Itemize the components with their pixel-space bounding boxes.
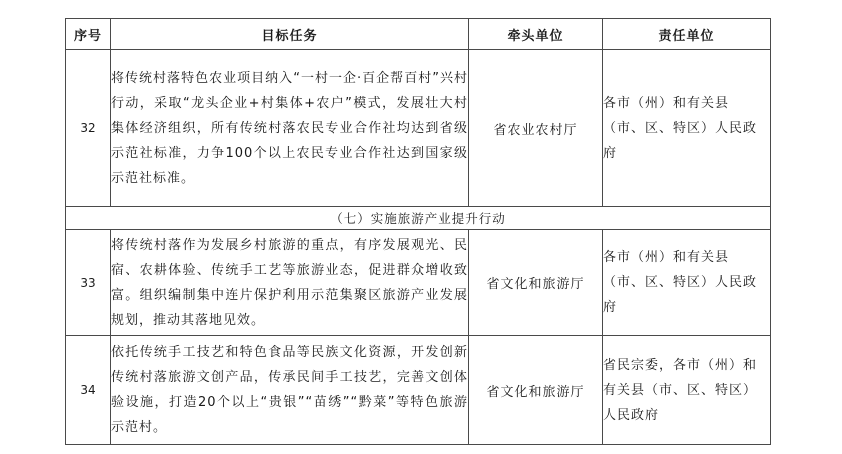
table-header-row	[66, 19, 771, 50]
row-task: 将传统村落特色农业项目纳入“一村一企·百企帮百村”兴村行动，采取“龙头企业+村集体+农户”模式，发展壮大村集体经济组织，所有传统村落农民专业合作社均达到省级示范社标准，力争100个以上农民专业合作社达到国家级示范社标准。	[111, 50, 469, 207]
row-lead-unit: 省文化和旅游厅	[469, 230, 603, 336]
row-responsible-unit: 各市（州）和有关县（市、区、特区）人民政府	[603, 50, 771, 207]
row-number: 33	[66, 230, 111, 336]
header-resp: 责任单位	[603, 19, 771, 50]
section-title: （七）实施旅游产业提升行动	[66, 207, 771, 230]
task-table	[65, 18, 771, 445]
row-lead-unit: 省农业农村厅	[469, 50, 603, 207]
row-number: 34	[66, 336, 111, 445]
row-number: 32	[66, 50, 111, 207]
header-lead: 牵头单位	[469, 19, 603, 50]
section-row	[66, 207, 771, 230]
row-lead-unit: 省文化和旅游厅	[469, 336, 603, 445]
row-task: 将传统村落作为发展乡村旅游的重点，有序发展观光、民宿、农耕体验、传统手工艺等旅游业态，促进群众增收致富。组织编制集中连片保护利用示范集聚区旅游产业发展规划，推动其落地见效。	[111, 230, 469, 336]
header-task: 目标任务	[111, 19, 469, 50]
row-responsible-unit: 各市（州）和有关县（市、区、特区）人民政府	[603, 230, 771, 336]
table-row	[66, 336, 771, 445]
header-num: 序号	[66, 19, 111, 50]
table-row	[66, 50, 771, 207]
row-task: 依托传统手工技艺和特色食品等民族文化资源，开发创新传统村落旅游文创产品，传承民间手工技艺，完善文创体验设施，打造20个以上“贵银”“苗绣”“黔菜”等特色旅游示范村。	[111, 336, 469, 445]
row-responsible-unit: 省民宗委，各市（州）和有关县（市、区、特区）人民政府	[603, 336, 771, 445]
table-row	[66, 230, 771, 336]
